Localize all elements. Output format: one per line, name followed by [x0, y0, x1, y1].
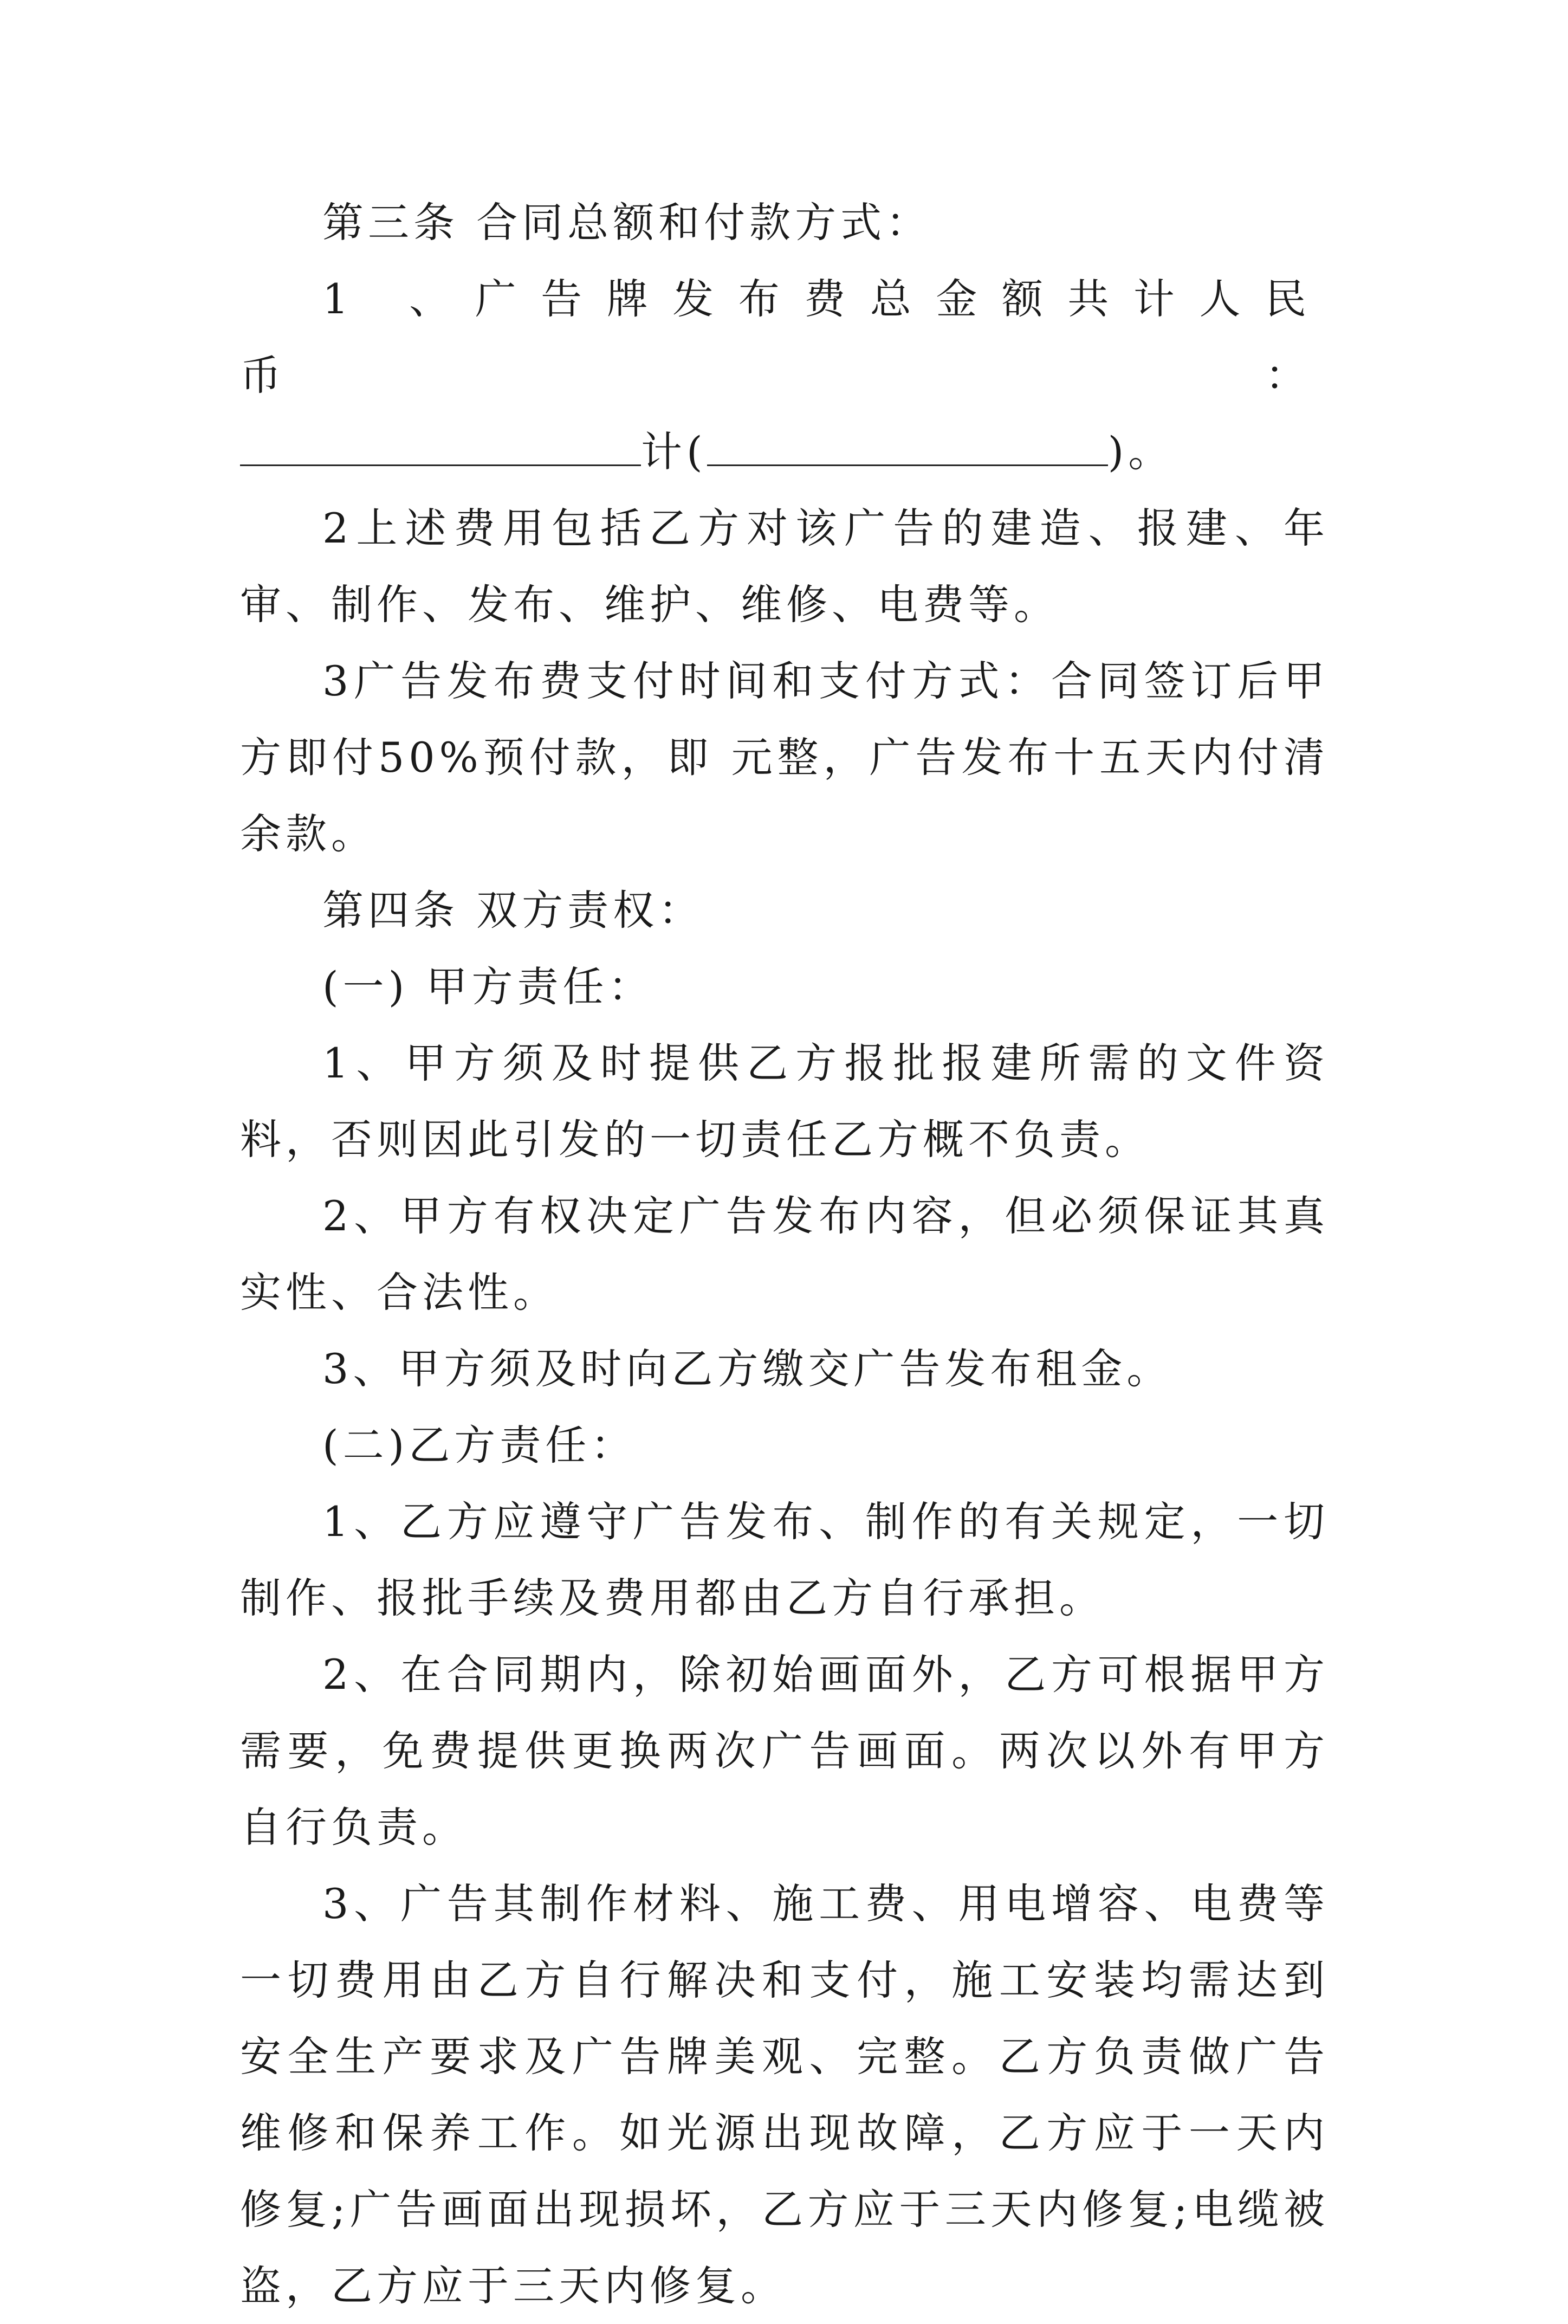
amount-blank-field[interactable] [240, 425, 641, 466]
article-4-heading: 第四条 双方责权： [322, 886, 704, 934]
clause-3-3-payment-terms: 3广告发布费支付时间和支付方式：合同签订后甲方即付50%预付款，即 元整，广告发布十五天内付清余款。 [240, 657, 1329, 858]
amount-word-label: 计( [641, 428, 707, 476]
document-body [240, 184, 1329, 2324]
party-b-clause-1: 1、乙方应遵守广告发布、制作的有关规定，一切制作、报批手续及费用都由乙方自行承担。 [240, 1497, 1329, 1622]
party-a-heading: (一) 甲方责任： [322, 963, 654, 1011]
party-b-clause-2: 2、在合同期内，除初始画面外，乙方可根据甲方需要，免费提供更换两次广告画面。两次以外有甲方自行负责。 [240, 1650, 1329, 1851]
article-3-heading: 第三条 合同总额和付款方式： [322, 198, 932, 247]
clause-3-2-fee-scope: 2上述费用包括乙方对该广告的建造、报建、年审、制作、发布、维护、维修、电费等。 [240, 504, 1329, 629]
party-a-clause-2: 2、甲方有权决定广告发布内容，但必须保证其真实性、合法性。 [240, 1192, 1329, 1316]
party-b-heading: (二)乙方责任： [322, 1421, 637, 1469]
party-b-clause-3: 3、广告其制作材料、施工费、用电增容、电费等一切费用由乙方自行解决和支付，施工安装均需达到安全生产要求及广告牌美观、完整。乙方负责做广告维修和保养工作。如光源出现故障，乙方应于一天内修复;广告画面出现损坏，乙方应于三天内修复;电缆被盗，乙方应于三天内修复。 [240, 1880, 1329, 2310]
amount-uppercase-blank-field[interactable] [707, 425, 1108, 466]
amount-closing: )。 [1107, 428, 1174, 476]
party-a-clause-3: 3、甲方须及时向乙方缴交广告发布租金。 [322, 1345, 1172, 1393]
clause-3-1-total-amount: 1 、广告牌发布费总金额共计人民币： [240, 275, 1329, 399]
party-a-clause-1: 1、甲方须及时提供乙方报批报建所需的文件资料，否则因此引发的一切责任乙方概不负责。 [240, 1039, 1329, 1164]
amount-blank-line [240, 414, 1329, 490]
